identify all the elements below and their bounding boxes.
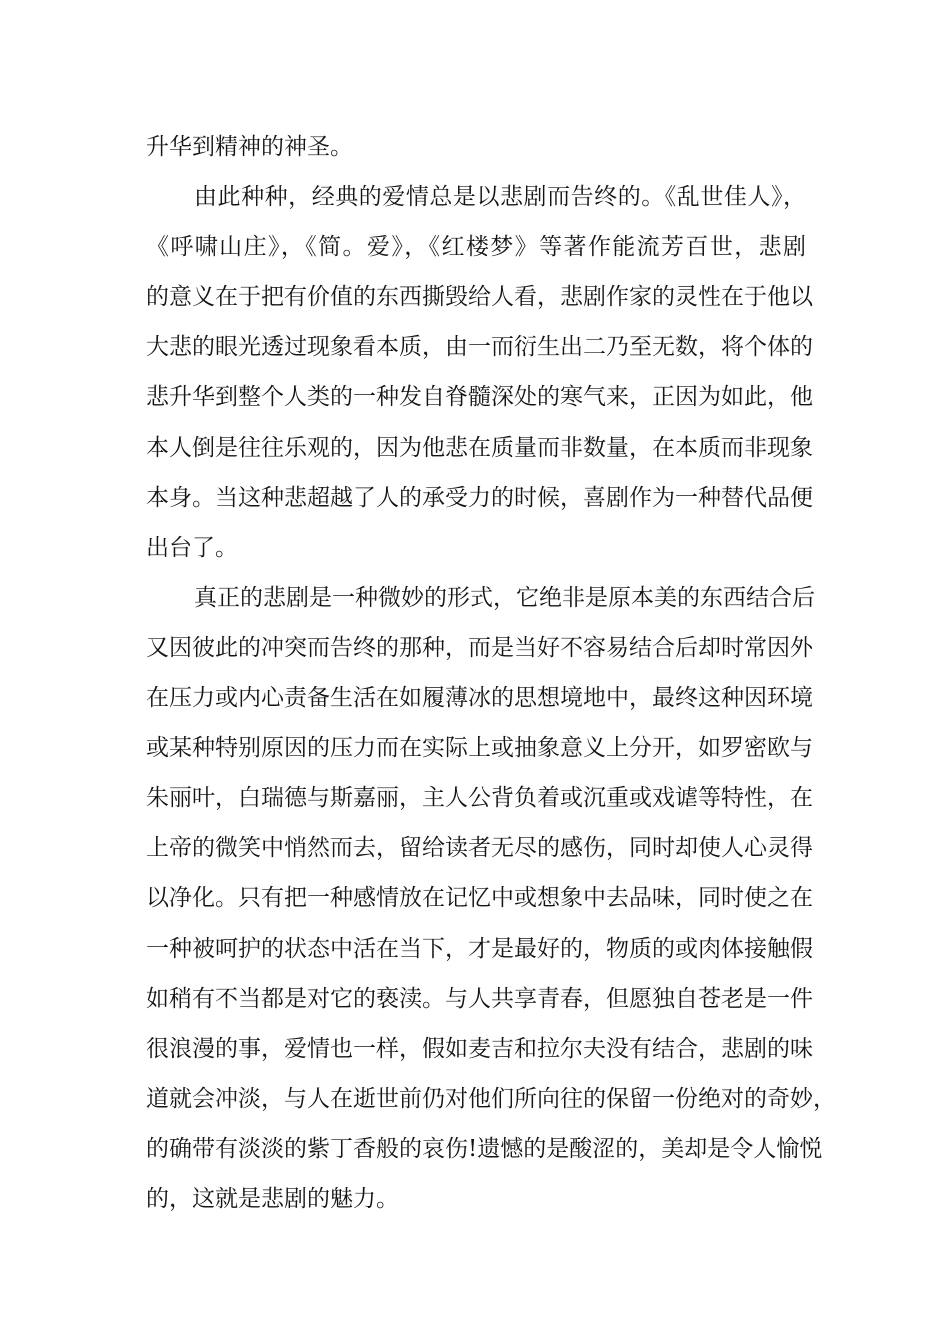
- text-line: 的确带有淡淡的紫丁香般的哀伤!遗憾的是酸涩的，美却是令人愉悦: [146, 1136, 823, 1162]
- text-line: 又因彼此的冲突而告终的那种，而是当好不容易结合后却时常因外: [146, 635, 813, 661]
- text-line: 悲升华到整个人类的一种发自脊髓深处的寒气来，正因为如此，他: [146, 384, 813, 410]
- text-line: 很浪漫的事，爱情也一样，假如麦吉和拉尔夫没有结合，悲剧的味: [146, 1036, 813, 1062]
- text-line: 《呼啸山庄》，《简。爱》，《红楼梦》等著作能流芳百世，悲剧: [146, 234, 806, 260]
- text-line: 一种被呵护的状态中活在当下，才是最好的，物质的或肉体接触假: [146, 936, 813, 962]
- text-line: 以净化。只有把一种感情放在记忆中或想象中去品味，同时使之在: [146, 885, 813, 911]
- text-line: 出台了。: [146, 535, 238, 561]
- text-line: 大悲的眼光透过现象看本质，由一而衍生出二乃至无数，将个体的: [146, 334, 813, 360]
- text-line: 的意义在于把有价值的东西撕毁给人看，悲剧作家的灵性在于他以: [146, 284, 813, 310]
- text-line: 由此种种，经典的爱情总是以悲剧而告终的。《乱世佳人》，: [194, 184, 806, 210]
- text-line: 升华到精神的神圣。: [146, 134, 353, 160]
- text-line: 上帝的微笑中悄然而去，留给读者无尽的感伤，同时却使人心灵得: [146, 835, 813, 861]
- text-line: 本身。当这种悲超越了人的承受力的时候，喜剧作为一种替代品便: [146, 485, 813, 511]
- text-line: 真正的悲剧是一种微妙的形式，它绝非是原本美的东西结合后: [194, 585, 815, 611]
- text-line: 在压力或内心责备生活在如履薄冰的思想境地中，最终这种因环境: [146, 685, 813, 711]
- text-line: 本人倒是往往乐观的，因为他悲在质量而非数量，在本质而非现象: [146, 435, 813, 461]
- text-line: 道就会冲淡，与人在逝世前仍对他们所向往的保留一份绝对的奇妙，: [146, 1086, 836, 1112]
- text-line: 的，这就是悲剧的魅力。: [146, 1186, 399, 1212]
- text-line: 或某种特别原因的压力而在实际上或抽象意义上分开，如罗密欧与: [146, 735, 813, 761]
- text-line: 朱丽叶，白瑞德与斯嘉丽，主人公背负着或沉重或戏谑等特性，在: [146, 785, 813, 811]
- text-line: 如稍有不当都是对它的亵渎。与人共享青春，但愿独自苍老是一件: [146, 986, 813, 1012]
